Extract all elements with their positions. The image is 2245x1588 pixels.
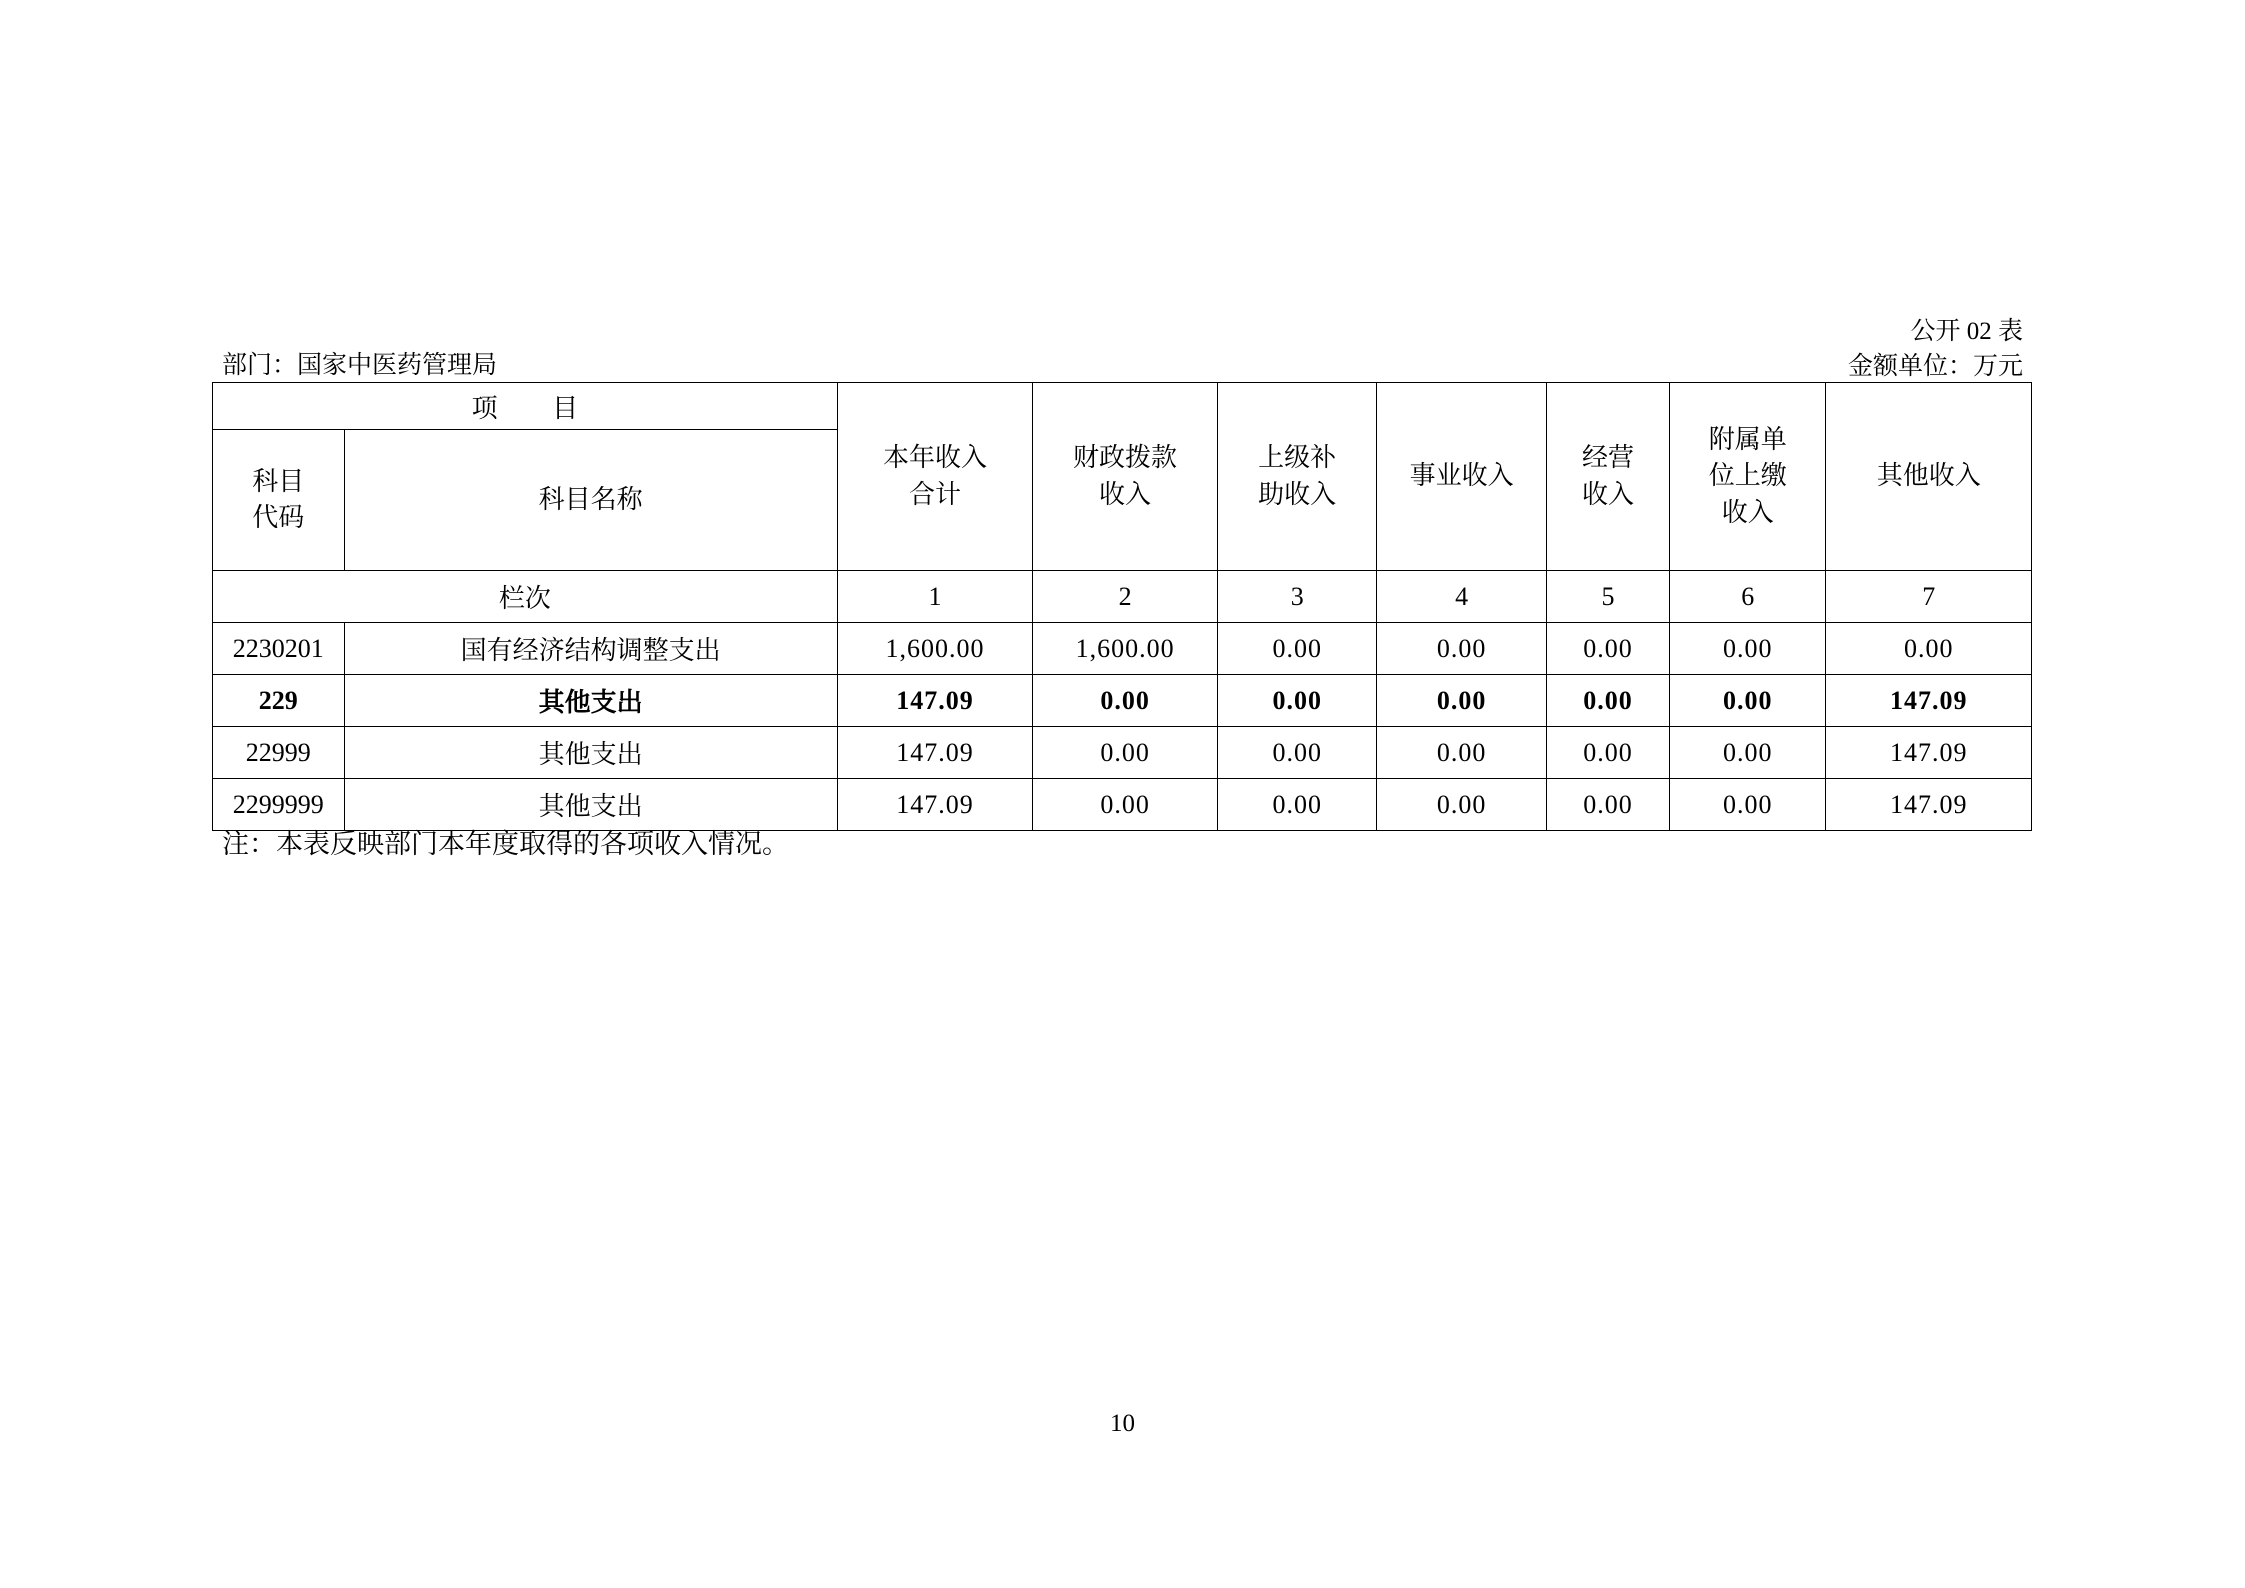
header-col-subject-code-line2: 代码 [252,503,305,532]
row-value-6: 0.00 [1670,779,1826,831]
lanci-2: 2 [1033,571,1218,623]
header-col-operating-income [1546,383,1669,571]
row-value-2: 0.00 [1033,779,1218,831]
page-number: 10 [1110,1410,1135,1437]
table-row [213,623,2032,675]
header-col-subject-code-line1: 科目 [252,466,305,496]
row-value-1: 147.09 [837,675,1032,727]
row-value-5: 0.00 [1546,727,1669,779]
table-row [213,727,2032,779]
header-col-total-line1: 本年收入 [882,443,987,473]
amount-unit-label: 金额单位：万元 [1847,353,2023,380]
row-code: 2230201 [213,623,345,675]
row-value-5: 0.00 [1546,779,1669,831]
row-value-4: 0.00 [1377,675,1547,727]
row-value-7: 147.09 [1826,675,2032,727]
header-col-fiscal-line1: 财政拨款 [1073,443,1178,473]
row-value-4: 0.00 [1377,727,1547,779]
header-col-operating-income-line2: 收入 [1582,479,1635,509]
header-col-business-income [1377,383,1547,571]
header-col-other-income [1826,383,2032,571]
table-header-row-1 [213,383,2032,430]
header-col-subject-code [213,430,345,571]
row-value-3: 0.00 [1218,727,1377,779]
row-value-1: 147.09 [837,779,1032,831]
row-value-5: 0.00 [1546,675,1669,727]
row-value-7: 0.00 [1826,623,2032,675]
header-col-affiliated-remittance [1670,383,1826,571]
header-col-total-line2: 合计 [908,479,961,509]
department-label: 部门：国家中医药管理局 [222,352,498,379]
row-value-3: 0.00 [1218,779,1377,831]
header-col-total [837,383,1032,571]
lanci-4: 4 [1377,571,1547,623]
header-col-fiscal [1033,383,1218,571]
lanci-6: 6 [1670,571,1826,623]
row-code: 2299999 [213,779,345,831]
header-col-subject-name: 科目名称 [344,430,837,571]
row-value-7: 147.09 [1826,727,2032,779]
row-value-4: 0.00 [1377,623,1547,675]
lanci-5: 5 [1546,571,1669,623]
header-col-fiscal-line2: 收入 [1099,479,1152,509]
row-value-6: 0.00 [1670,623,1826,675]
row-code: 22999 [213,727,345,779]
row-value-2: 0.00 [1033,727,1218,779]
income-table [212,382,2032,831]
header-col-affiliated-remittance-line2: 位上缴 [1708,461,1787,491]
table-note: 注：本表反映部门本年度取得的各项收入情况。 [222,829,789,859]
row-name: 其他支出 [344,727,837,779]
header-col-affiliated-remittance-line1: 附属单 [1708,424,1787,454]
lanci-1: 1 [837,571,1032,623]
header-col-other-income-line1: 其他收入 [1876,461,1981,491]
row-value-3: 0.00 [1218,675,1377,727]
header-col-superior-subsidy-line1: 上级补 [1258,443,1337,473]
row-value-2: 0.00 [1033,675,1218,727]
table-row [213,675,2032,727]
row-value-1: 147.09 [837,727,1032,779]
row-name: 其他支出 [344,675,837,727]
lanci-3: 3 [1218,571,1377,623]
lanci-7: 7 [1826,571,2032,623]
header-col-superior-subsidy [1218,383,1377,571]
row-value-1: 1,600.00 [837,623,1032,675]
table-column-index-row [213,571,2032,623]
form-label: 公开 02 表 [1910,318,2023,345]
header-col-operating-income-line1: 经营 [1582,443,1635,473]
row-code: 229 [213,675,345,727]
row-name: 其他支出 [344,779,837,831]
header-group-item: 项 目 [213,383,838,430]
row-value-5: 0.00 [1546,623,1669,675]
header-col-business-income-line1: 事业收入 [1409,461,1514,491]
row-value-6: 0.00 [1670,675,1826,727]
row-value-6: 0.00 [1670,727,1826,779]
row-value-7: 147.09 [1826,779,2032,831]
header-col-superior-subsidy-line2: 助收入 [1258,479,1337,509]
row-name: 国有经济结构调整支出 [344,623,837,675]
row-value-2: 1,600.00 [1033,623,1218,675]
row-value-4: 0.00 [1377,779,1547,831]
lanci-label: 栏次 [213,571,838,623]
row-value-3: 0.00 [1218,623,1377,675]
header-col-affiliated-remittance-line3: 收入 [1721,497,1774,527]
